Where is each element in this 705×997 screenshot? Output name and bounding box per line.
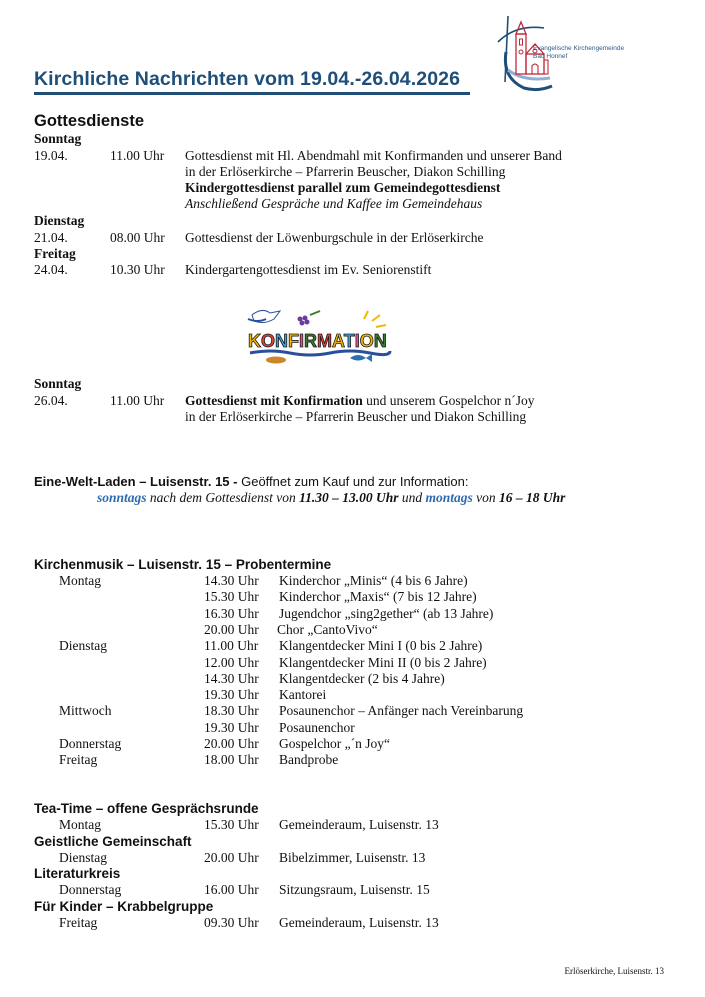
rehearsal-time: 16.30 Uhr	[204, 606, 259, 621]
eine-welt-heading: Eine-Welt-Laden – Luisenstr. 15 -	[34, 474, 238, 489]
rehearsal-desc: Jugendchor „sing2gether“ (ab 13 Jahre)	[279, 606, 494, 621]
group-place: Bibelzimmer, Luisenstr. 13	[279, 850, 426, 865]
rehearsal-day: Mittwoch	[59, 703, 112, 718]
service-date: 21.04.	[34, 230, 68, 245]
eine-welt-montags: montags	[425, 490, 473, 505]
logo-line2: Bad Honnef	[533, 53, 568, 60]
eine-welt-und: und	[398, 490, 426, 505]
eine-welt-intro: Geöffnet zum Kauf und zur Information:	[237, 474, 469, 489]
day-label: Sonntag	[34, 131, 82, 146]
rehearsal-time: 20.00 Uhr	[204, 736, 259, 751]
rehearsal-time: 19.30 Uhr	[204, 687, 259, 702]
eine-welt-sonntags: sonntags	[97, 490, 147, 505]
rehearsal-desc: Bandprobe	[279, 752, 339, 767]
group-heading: Literaturkreis	[34, 866, 121, 881]
rehearsal-time: 12.00 Uhr	[204, 655, 259, 670]
service-desc: in der Erlöserkirche – Pfarrerin Beuscher, Diakon Schilling	[185, 164, 506, 179]
group-heading: Tea-Time – offene Gesprächsrunde	[34, 801, 259, 816]
konfirmation-bold: Gottesdienst mit Konfirmation	[185, 393, 363, 408]
group-day: Dienstag	[59, 850, 107, 865]
konfirmation-image	[240, 305, 400, 365]
service-desc: in der Erlöserkirche – Pfarrerin Beuscher und Diakon Schilling	[185, 409, 527, 424]
rehearsal-time: 14.30 Uhr	[204, 573, 259, 588]
service-desc: Gottesdienst der Löwenburgschule in der Erlöserkirche	[185, 230, 484, 245]
footer-address: Erlöserkirche, Luisenstr. 13	[564, 966, 664, 976]
svg-text:KONFIRMATION: KONFIRMATION	[248, 331, 387, 351]
konfirmation-clipart-icon	[240, 305, 400, 365]
group-day: Montag	[59, 817, 101, 832]
rehearsal-time: 18.30 Uhr	[204, 703, 259, 718]
group-time: 15.30 Uhr	[204, 817, 259, 832]
page-title: Kirchliche Nachrichten vom 19.04.-26.04.2026	[34, 68, 461, 90]
service-date: 24.04.	[34, 262, 68, 277]
service-date: 26.04.	[34, 393, 68, 408]
section-heading-gottesdienste: Gottesdienste	[34, 112, 145, 130]
group-time: 16.00 Uhr	[204, 882, 259, 897]
eine-welt-laden-line	[34, 474, 468, 489]
day-label: Freitag	[34, 246, 76, 261]
rehearsal-time: 18.00 Uhr	[204, 752, 259, 767]
service-desc: Gottesdienst mit Hl. Abendmahl mit Konfirmanden und unserer Band	[185, 148, 562, 163]
rehearsal-time: 11.00 Uhr	[204, 638, 259, 653]
rehearsal-desc: Gospelchor „´n Joy“	[279, 736, 390, 751]
rehearsal-time: 15.30 Uhr	[204, 589, 259, 604]
service-time: 11.00 Uhr	[110, 393, 165, 408]
section-heading-kirchenmusik: Kirchenmusik – Luisenstr. 15 – Probentermine	[34, 557, 332, 572]
rehearsal-desc: Klangentdecker Mini I (0 bis 2 Jahre)	[279, 638, 483, 653]
rehearsal-desc: Kinderchor „Minis“ (4 bis 6 Jahre)	[279, 573, 468, 588]
group-heading: Geistliche Gemeinschaft	[34, 834, 192, 849]
rehearsal-desc: Posaunenchor – Anfänger nach Vereinbarung	[279, 703, 524, 718]
rehearsal-time: 19.30 Uhr	[204, 720, 259, 735]
service-time: 11.00 Uhr	[110, 148, 165, 163]
service-time: 10.30 Uhr	[110, 262, 165, 277]
title-underline	[34, 92, 470, 95]
rehearsal-time: 14.30 Uhr	[204, 671, 259, 686]
church-logo	[494, 12, 669, 94]
service-desc: Kindergartengottesdienst im Ev. Seniorenstift	[185, 262, 432, 277]
rehearsal-day: Freitag	[59, 752, 98, 767]
konfirmation-rest: und unserem Gospelchor n´Joy	[362, 393, 535, 408]
group-heading: Für Kinder – Krabbelgruppe	[34, 899, 214, 914]
rehearsal-day: Dienstag	[59, 638, 107, 653]
rehearsal-desc: Chor „CantoVivo“	[277, 622, 378, 637]
group-day: Freitag	[59, 915, 98, 930]
logo-line1: Evangelische Kirchengemeinde	[533, 45, 625, 52]
service-desc-note: Anschließend Gespräche und Kaffee im Gemeindehaus	[185, 196, 483, 211]
group-time: 09.30 Uhr	[204, 915, 259, 930]
rehearsal-desc: Kinderchor „Maxis“ (7 bis 12 Jahre)	[279, 589, 477, 604]
service-desc	[185, 393, 534, 409]
eine-welt-text: nach dem Gottesdienst von	[146, 490, 300, 505]
rehearsal-desc: Kantorei	[279, 687, 327, 702]
group-place: Gemeinderaum, Luisenstr. 13	[279, 915, 439, 930]
group-place: Gemeinderaum, Luisenstr. 13	[279, 817, 439, 832]
rehearsal-desc: Klangentdecker (2 bis 4 Jahre)	[279, 671, 445, 686]
eine-welt-time1: 11.30 – 13.00 Uhr	[299, 490, 399, 505]
service-date: 19.04.	[34, 148, 68, 163]
rehearsal-day: Donnerstag	[59, 736, 122, 751]
rehearsal-desc: Klangentdecker Mini II (0 bis 2 Jahre)	[279, 655, 487, 670]
group-day: Donnerstag	[59, 882, 122, 897]
day-label: Sonntag	[34, 376, 82, 391]
eine-welt-hours	[97, 490, 565, 506]
eine-welt-von: von	[472, 490, 500, 505]
group-place: Sitzungsraum, Luisenstr. 15	[279, 882, 430, 897]
eine-welt-time2: 16 – 18 Uhr	[499, 490, 566, 505]
rehearsal-day: Montag	[59, 573, 101, 588]
day-label: Dienstag	[34, 213, 85, 228]
group-time: 20.00 Uhr	[204, 850, 259, 865]
rehearsal-desc: Posaunenchor	[279, 720, 355, 735]
rehearsal-time: 20.00 Uhr	[204, 622, 259, 637]
service-desc-kindergottesdienst: Kindergottesdienst parallel zum Gemeindegottesdienst	[185, 180, 501, 195]
service-time: 08.00 Uhr	[110, 230, 165, 245]
